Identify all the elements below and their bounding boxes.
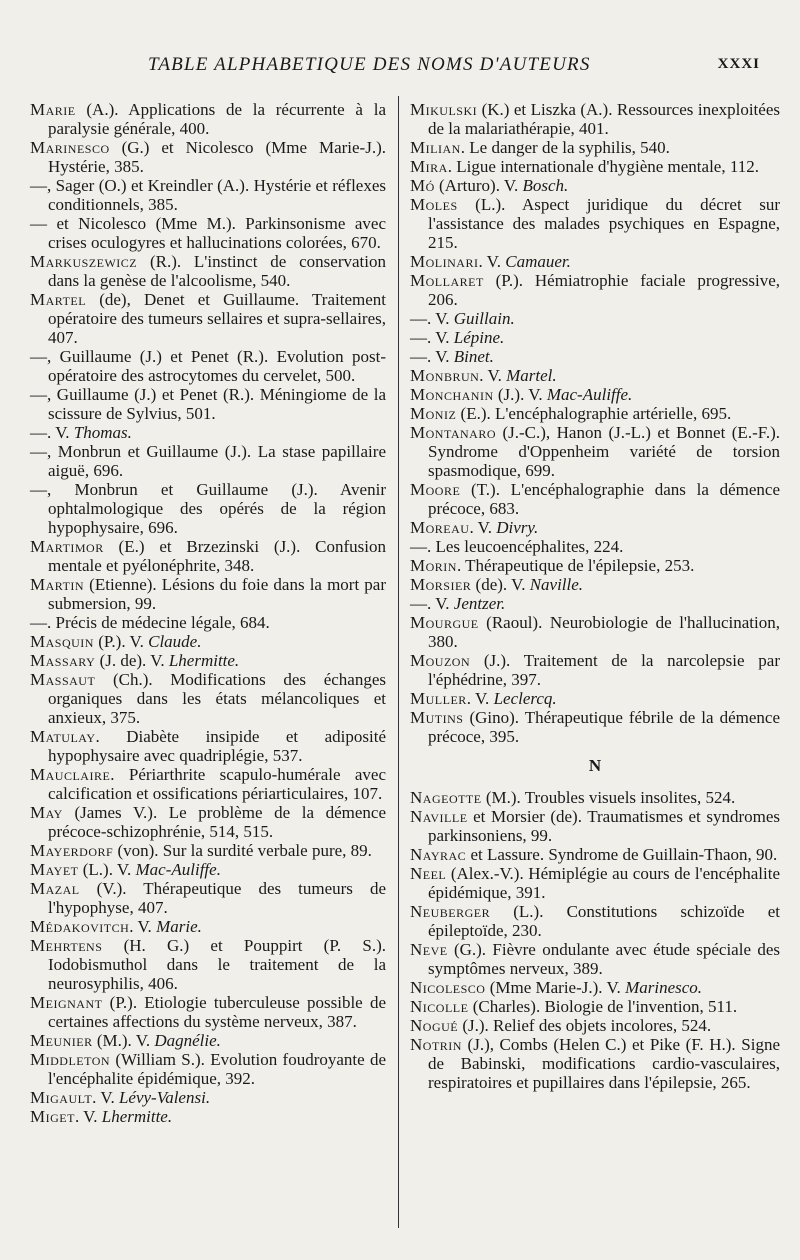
index-entry (30, 252, 386, 290)
index-entry (30, 765, 386, 803)
author-name: Moniz (410, 404, 457, 423)
author-name: Mollaret (410, 271, 484, 290)
author-name: Nicolle (410, 997, 469, 1016)
index-entry (410, 594, 780, 613)
author-name: Markuszewicz (30, 252, 138, 271)
left-column (30, 100, 386, 1126)
index-entry (410, 807, 780, 845)
running-title: TABLE ALPHABETIQUE DES NOMS D'AUTEURS (148, 54, 591, 75)
entry-text: . Diabète insipide et adiposité hypophysaire avec quadriplégie, 537. (48, 727, 386, 765)
index-entry (30, 214, 386, 252)
entry-text: . Périarthrite scapulo-humérale avec calcification et ossifications périarticulaires, 107. (48, 765, 386, 803)
entries-m (410, 100, 780, 746)
index-entry (410, 902, 780, 940)
index-entry (30, 727, 386, 765)
entry-text: . V. (74, 1107, 102, 1126)
entry-text: (J.-C.), Hanon (J.-L.) et Bonnet (E.-F.). Syndrome d'Oppenheim variété de torsion spasmodique, 699. (428, 423, 780, 480)
entry-text: (E.). L'encéphalographie artérielle, 695. (456, 404, 732, 423)
entry-text: —. Les leucoencéphalites, 224. (410, 537, 624, 556)
entry-text: (L.). Constitutions schizoïde et épileptoïde, 230. (428, 902, 780, 940)
index-entry (410, 309, 780, 328)
index-entry (30, 917, 386, 936)
index-entry (410, 176, 780, 195)
index-entry (30, 803, 386, 841)
entry-text: (T.). L'encéphalographie dans la démence précoce, 683. (428, 480, 780, 518)
index-entry (410, 788, 780, 807)
entry-text: . V. (92, 1088, 119, 1107)
author-name: Nicolesco (410, 978, 486, 997)
entry-text: (Ch.). Modifications des échanges organiques dans les états mélancoliques et anxieux, 375. (48, 670, 386, 727)
entry-text: — et Nicolesco (Mme M.). Parkinsonisme avec crises oculogyres et hallucinations colorées, 670. (30, 214, 386, 252)
index-entry (30, 442, 386, 480)
author-name: Morsier (410, 575, 472, 594)
cross-reference: Lhermitte. (168, 651, 240, 670)
index-entry (410, 252, 780, 271)
entry-text: (James V.). Le problème de la démence précoce-schizophrénie, 514, 515. (48, 803, 386, 841)
index-entry (410, 518, 780, 537)
author-name: Migault (30, 1088, 93, 1107)
index-entry (410, 271, 780, 309)
entry-text: (Gino). Thérapeutique fébrile de la démence précoce, 395. (428, 708, 780, 746)
index-entry (410, 423, 780, 480)
author-name: Mira (410, 157, 448, 176)
entry-text: (de), Denet et Guillaume. Traitement opératoire des tumeurs sellaires et supra-sellaires, 407. (48, 290, 386, 347)
index-entry (410, 575, 780, 594)
index-entry (30, 176, 386, 214)
entry-text: et Morsier (de). Traumatismes et syndromes parkinsoniens, 99. (428, 807, 780, 845)
author-name: Notrin (410, 1035, 462, 1054)
entries-n (410, 788, 780, 1092)
index-entry (410, 940, 780, 978)
index-entry (30, 480, 386, 537)
author-name: Nogué (410, 1016, 459, 1035)
entry-text: . V. (479, 366, 507, 385)
index-entry (410, 1016, 780, 1035)
author-name: Médakovitch (30, 917, 130, 936)
author-name: Milian (410, 138, 461, 157)
author-name: Mikulski (410, 100, 478, 119)
cross-reference: Marinesco. (625, 978, 703, 997)
index-entry (410, 1035, 780, 1092)
index-entry (30, 537, 386, 575)
entry-text: . Le danger de la syphilis, 540. (460, 138, 670, 157)
entry-text: (P.). V. (93, 632, 149, 651)
entry-text: —. V. (410, 328, 454, 347)
entry-text: (J. de). V. (95, 651, 169, 670)
author-name: Mouzon (410, 651, 471, 670)
entry-text: —, Guillaume (J.) et Penet (R.). Méningiome de la scissure de Sylvius, 501. (30, 385, 386, 423)
column-divider (398, 96, 399, 1228)
cross-reference: Lépine. (453, 328, 505, 347)
author-name: Massaut (30, 670, 96, 689)
entry-text: (Mme Marie-J.). V. (485, 978, 626, 997)
page-header (30, 54, 770, 82)
index-entry (30, 936, 386, 993)
entry-text: (L.). V. (78, 860, 136, 879)
author-name: Massary (30, 651, 96, 670)
entry-text: . Ligue internationale d'hygiène mentale, 112. (447, 157, 759, 176)
cross-reference: Divry. (496, 518, 539, 537)
entry-text: (H. G.) et Pouppirt (P. S.). Iodobismuthol dans le traitement de la neurosyphilis, 406. (48, 936, 386, 993)
cross-reference: Leclercq. (493, 689, 557, 708)
author-name: Muller (410, 689, 467, 708)
index-entry (30, 423, 386, 442)
author-name: Marie (30, 100, 76, 119)
author-name: Neve (410, 940, 448, 959)
entry-text: (J.). V. (493, 385, 547, 404)
entry-text: —. V. (30, 423, 74, 442)
entry-text: (P.). Hémiatrophie faciale progressive, 206. (428, 271, 780, 309)
author-name: Molinari (410, 252, 479, 271)
entry-text: (M.). Troubles visuels insolites, 524. (481, 788, 736, 807)
index-entry (410, 537, 780, 556)
author-name: Mutins (410, 708, 464, 727)
index-entry (410, 689, 780, 708)
index-entry (30, 860, 386, 879)
entry-text: (William S.). Evolution foudroyante de l'encéphalite épidémique, 392. (48, 1050, 386, 1088)
entry-text: (P.). Etiologie tuberculeuse possible de certaines affections du système nerveux, 387. (48, 993, 386, 1031)
author-name: Moles (410, 195, 458, 214)
author-name: Martin (30, 575, 85, 594)
entry-text: —, Guillaume (J.) et Penet (R.). Evolution post-opératoire des astrocytomes du cervelet, 500. (30, 347, 386, 385)
index-entry (30, 575, 386, 613)
entry-text: —, Monbrun et Guillaume (J.). La stase papillaire aiguë, 696. (30, 442, 386, 480)
index-entry (30, 879, 386, 917)
index-entry (410, 845, 780, 864)
author-name: Moore (410, 480, 461, 499)
index-entry (30, 651, 386, 670)
author-name: Miget (30, 1107, 75, 1126)
index-entry (410, 100, 780, 138)
entry-text: —. Précis de médecine légale, 684. (30, 613, 270, 632)
cross-reference: Bosch. (522, 176, 569, 195)
index-entry (410, 864, 780, 902)
author-name: Morin (410, 556, 457, 575)
right-column (410, 100, 780, 1092)
author-name: Mauclaire (30, 765, 111, 784)
entry-text: (G.). Fièvre ondulante avec étude spéciale des symptômes nerveux, 389. (428, 940, 780, 978)
index-entry (30, 1107, 386, 1126)
entry-text: (A.). Applications de la récurrente à la paralysie générale, 400. (48, 100, 386, 138)
index-entry (410, 138, 780, 157)
entry-text: (K.) et Liszka (A.). Ressources inexploitées de la malariathérapie, 401. (428, 100, 780, 138)
author-name: Neel (410, 864, 447, 883)
entry-text: . V. (466, 689, 494, 708)
entry-text: et Lassure. Syndrome de Guillain-Thaon, 90. (466, 845, 778, 864)
index-entry (410, 195, 780, 252)
index-entry (30, 841, 386, 860)
author-name: Meunier (30, 1031, 93, 1050)
author-name: Mehrtens (30, 936, 103, 955)
author-name: Middleton (30, 1050, 111, 1069)
author-name: Montanaro (410, 423, 496, 442)
entry-text: . V. (478, 252, 506, 271)
index-entry (30, 290, 386, 347)
author-name: Nageotte (410, 788, 482, 807)
entry-text: (Etienne). Lésions du foie dans la mort par submersion, 99. (48, 575, 386, 613)
entry-text: . V. (469, 518, 497, 537)
cross-reference: Dagnélie. (154, 1031, 221, 1050)
index-entry (30, 632, 386, 651)
entry-text: (Charles). Biologie de l'invention, 511. (468, 997, 738, 1016)
index-entry (410, 385, 780, 404)
index-entry (30, 670, 386, 727)
index-entry (410, 556, 780, 575)
author-name: Neuberger (410, 902, 491, 921)
index-entry (410, 404, 780, 423)
cross-reference: Claude. (148, 632, 202, 651)
author-name: Mó (410, 176, 435, 195)
author-name: Monbrun (410, 366, 480, 385)
author-name: Naville (410, 807, 468, 826)
index-entry (30, 613, 386, 632)
entry-text: (von). Sur la surdité verbale pure, 89. (113, 841, 372, 860)
cross-reference: Camauer. (505, 252, 571, 271)
entry-text: . Thérapeutique de l'épilepsie, 253. (456, 556, 695, 575)
index-entry (30, 347, 386, 385)
index-entry (410, 651, 780, 689)
author-name: Mayet (30, 860, 79, 879)
cross-reference: Jentzer. (453, 594, 506, 613)
index-entry (410, 708, 780, 746)
entry-text: (E.) et Brzezinski (J.). Confusion mentale et pyélonéphrite, 348. (48, 537, 386, 575)
author-name: Mazal (30, 879, 80, 898)
cross-reference: Thomas. (73, 423, 132, 442)
entry-text: . V. (129, 917, 157, 936)
author-name: Mayerdorf (30, 841, 114, 860)
author-name: Martel (30, 290, 87, 309)
entry-text: (J.). Traitement de la narcolepsie par l'éphédrine, 397. (428, 651, 780, 689)
index-entry (30, 100, 386, 138)
cross-reference: Guillain. (453, 309, 515, 328)
entry-text: (R.). L'instinct de conservation dans la genèse de l'alcoolisme, 540. (48, 252, 386, 290)
index-entry (30, 1088, 386, 1107)
author-name: Matulay (30, 727, 96, 746)
section-letter: N (588, 756, 602, 775)
index-entry (30, 385, 386, 423)
author-name: Meignant (30, 993, 103, 1012)
cross-reference: Lhermitte. (101, 1107, 173, 1126)
entry-text: —, Sager (O.) et Kreindler (A.). Hystérie et réflexes conditionnels, 385. (30, 176, 386, 214)
cross-reference: Mac-Auliffe. (546, 385, 633, 404)
cross-reference: Binet. (453, 347, 494, 366)
entry-text: (L.). Aspect juridique du décret sur l'assistance des malades psychiques en Espagne, 215. (428, 195, 780, 252)
page-number: XXXI (717, 56, 760, 72)
cross-reference: Naville. (529, 575, 584, 594)
author-name: May (30, 803, 63, 822)
entry-text: (V.). Thérapeutique des tumeurs de l'hypophyse, 407. (48, 879, 386, 917)
index-entry (30, 1050, 386, 1088)
cross-reference: Mac-Auliffe. (135, 860, 221, 879)
author-name: Moreau (410, 518, 470, 537)
entry-text: (de). V. (471, 575, 530, 594)
index-entry (410, 328, 780, 347)
author-name: Masquin (30, 632, 94, 651)
author-name: Nayrac (410, 845, 467, 864)
entry-text: (Alex.-V.). Hémiplégie au cours de l'encéphalite épidémique, 391. (428, 864, 780, 902)
index-entry (410, 347, 780, 366)
entry-text: —, Monbrun et Guillaume (J.). Avenir ophtalmologique des opérés de la région hypophysaire, 696. (30, 480, 386, 537)
entry-text: —. V. (410, 347, 454, 366)
index-entry (30, 138, 386, 176)
cross-reference: Martel. (506, 366, 557, 385)
index-entry (30, 993, 386, 1031)
index-entry (410, 366, 780, 385)
entry-text: (M.). V. (92, 1031, 155, 1050)
author-name: Martimor (30, 537, 104, 556)
entry-text: (J.), Combs (Helen C.) et Pike (F. H.). Signe de Babinski, modifications cardio-vasculaires, respiratoires et pupillaires dans l'épilepsie, 265. (428, 1035, 780, 1092)
entry-text: —. V. (410, 309, 454, 328)
index-entry (410, 613, 780, 651)
entry-text: (J.). Relief des objets incolores, 524. (458, 1016, 712, 1035)
index-entry (410, 997, 780, 1016)
entry-text: —. V. (410, 594, 454, 613)
author-name: Monchanin (410, 385, 494, 404)
author-name: Mourgue (410, 613, 479, 632)
index-entry (410, 480, 780, 518)
author-name: Marinesco (30, 138, 110, 157)
entry-text: (Raoul). Neurobiologie de l'hallucination, 380. (428, 613, 780, 651)
cross-reference: Lévy-Valensi. (118, 1088, 211, 1107)
index-entry (410, 157, 780, 176)
entry-text: (G.) et Nicolesco (Mme Marie-J.). Hystérie, 385. (48, 138, 386, 176)
entry-text: (Arturo). V. (434, 176, 523, 195)
index-entry (30, 1031, 386, 1050)
cross-reference: Marie. (156, 917, 202, 936)
index-entry (410, 978, 780, 997)
